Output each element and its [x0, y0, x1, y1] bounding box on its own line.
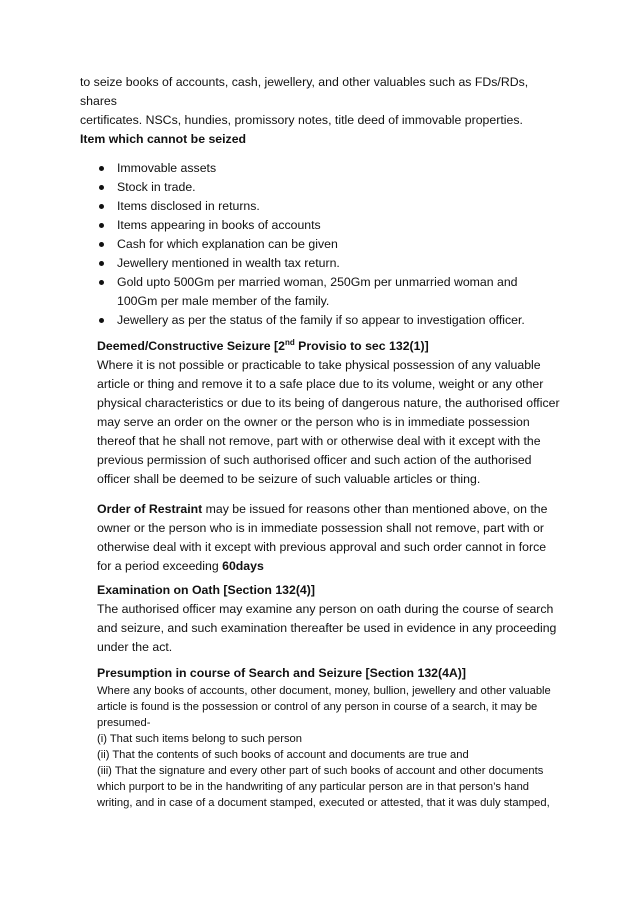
presumption-point: (ii) That the contents of such books of account and documents are true and — [97, 749, 469, 761]
presumption-section — [97, 664, 560, 811]
intro-line-1: to seize books of accounts, cash, jewellery, and other valuables such as FDs/RDs, shares — [80, 75, 529, 108]
bullet-icon — [99, 223, 104, 228]
deemed-seizure-section — [97, 337, 560, 489]
presumption-content — [97, 683, 560, 811]
list-item: Gold upto 500Gm per married woman, 250Gm per unmarried woman and 100Gm per male member of the family. — [97, 273, 560, 311]
examination-on-oath-heading: Examination on Oath [Section 132(4)] — [97, 583, 315, 597]
list-item: Jewellery as per the status of the family if so appear to investigation officer. — [97, 311, 560, 330]
items-not-seized-list — [97, 159, 560, 330]
list-item: Cash for which explanation can be given — [97, 235, 560, 254]
restraint-period: 60days — [222, 559, 264, 573]
items-not-seized-heading: Item which cannot be seized — [80, 132, 247, 146]
examination-on-oath-section — [97, 581, 560, 657]
list-item: Immovable assets — [97, 159, 560, 178]
deemed-seizure-heading: Deemed/Constructive Seizure [2nd Provisio to sec 132(1)] — [97, 337, 429, 353]
bullet-icon — [99, 280, 104, 285]
items-not-seized-list-wrap — [97, 159, 560, 330]
list-item: Stock in trade. — [97, 178, 560, 197]
examination-on-oath-body: The authorised officer may examine any person on oath during the course of search and seizure, and such examination thereafter be used in evidence in any proceeding under the act. — [97, 602, 557, 654]
presumption-point: (i) That such items belong to such person — [97, 733, 303, 745]
intro-line-2: certificates. NSCs, hundies, promissory notes, title deed of immovable properties. — [80, 113, 523, 127]
list-item: Jewellery mentioned in wealth tax return. — [97, 254, 560, 273]
list-item: Items disclosed in returns. — [97, 197, 560, 216]
bullet-icon — [99, 204, 104, 209]
bullet-icon — [99, 166, 104, 171]
bullet-icon — [99, 261, 104, 266]
order-of-restraint-lead: Order of Restraint — [97, 502, 203, 516]
bullet-icon — [99, 185, 104, 190]
deemed-seizure-body: Where it is not possible or practicable to take physical possession of any valuable article or thing and remove it to a safe place due to its volume, weight or any other physical characteristics or due to its being of dangerous nature, the authorised officer may serve an order on the owner or the person who is in immediate possession thereof that he shall not remove, part with or otherwise deal with it except with the previous permission of such authorised officer and such action of the authorised officer shall be deemed to be seizure of such valuable articles or thing. — [97, 358, 560, 486]
presumption-intro: Where any books of accounts, other document, money, bullion, jewellery and other valuable article is found is the possession or control of any person in course of a search, it may be presumed- — [97, 685, 551, 729]
presumption-heading: Presumption in course of Search and Seizure [Section 132(4A)] — [97, 666, 466, 680]
order-of-restraint-body: Order of Restraint may be issued for reasons other than mentioned above, on the owner or the person who is in immediate possession shall not remove, part with or otherwise deal with it except with previous approval and such order cannot in force for a period exceeding 60days — [97, 502, 548, 573]
list-item: Items appearing in books of accounts — [97, 216, 560, 235]
bullet-icon — [99, 242, 104, 247]
intro-paragraph — [80, 73, 560, 130]
order-of-restraint-section — [97, 500, 560, 576]
bullet-icon — [99, 318, 104, 323]
presumption-point: (iii) That the signature and every other part of such books of account and other documents which purport to be in the handwriting of any particular person are in that person’s hand writing, and in case of a document stamped, executed or attested, that it was duly stamped, — [97, 765, 550, 809]
